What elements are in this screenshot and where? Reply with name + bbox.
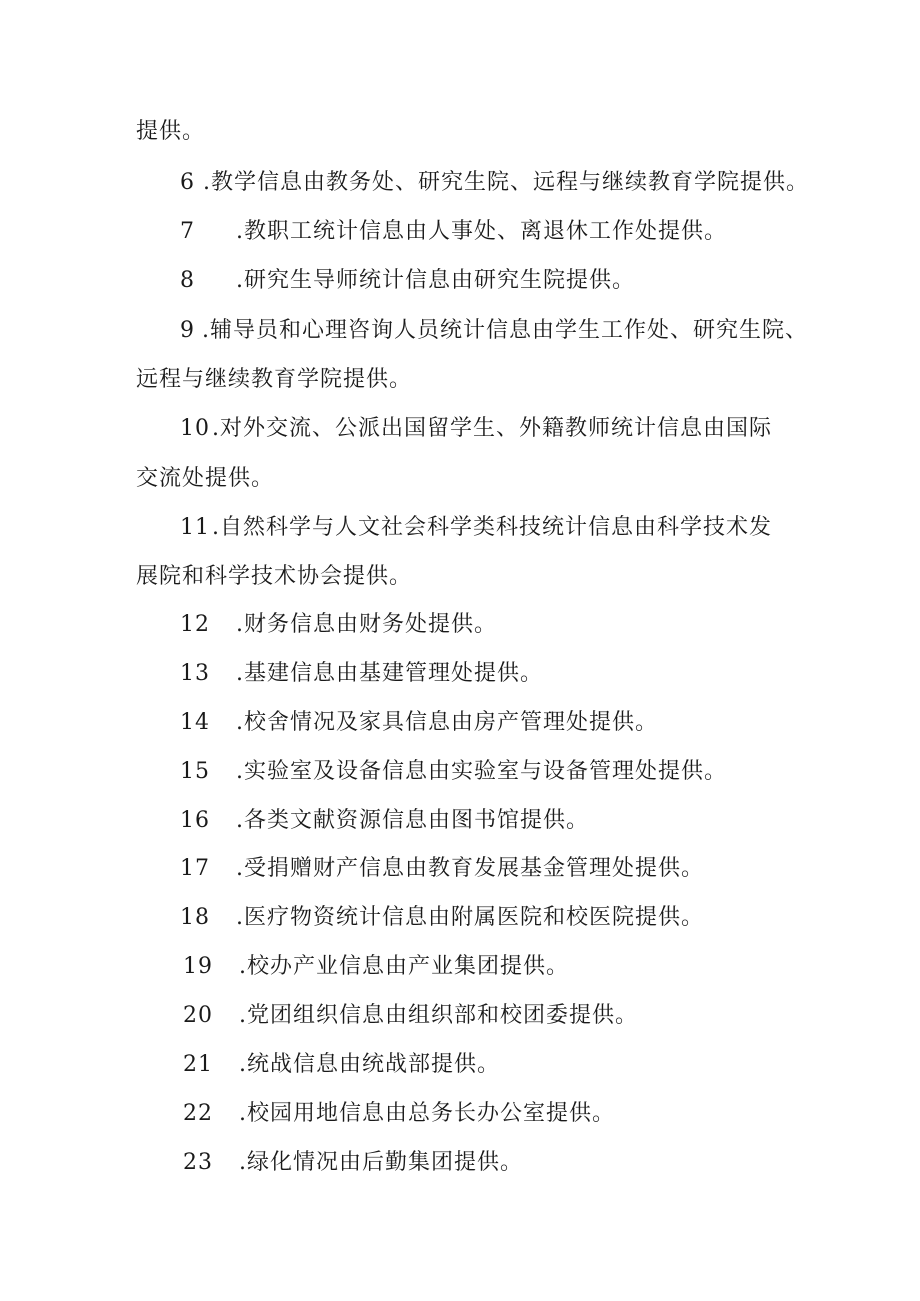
item-text: .实验室及设备信息由实验室与设备管理处提供。 (236, 759, 727, 784)
item-number: 22 (183, 1101, 213, 1126)
continuation-text: 提供。 (136, 119, 206, 144)
item-number: 7 (180, 219, 195, 244)
item-number: 15 (180, 759, 210, 784)
item-number: 8 (180, 268, 195, 293)
item-text-continuation: 展院和科学技术协会提供。 (136, 564, 413, 589)
item-text-continuation: 交流处提供。 (136, 466, 275, 491)
item-text: .财务信息由财务处提供。 (236, 612, 497, 637)
item-number: 20 (183, 1003, 213, 1028)
item-text: .校办产业信息由产业集团提供。 (239, 954, 569, 979)
item-number: 14 (180, 710, 210, 735)
item-text: .受捐赠财产信息由教育发展基金管理处提供。 (236, 856, 704, 881)
item-number: 23 (183, 1150, 213, 1175)
item-number: 16 (180, 808, 210, 833)
item-text: .绿化情况由后勤集团提供。 (239, 1150, 523, 1175)
item-number: 19 (183, 954, 213, 979)
item-number: 12 (180, 612, 210, 637)
item-text-continuation: 远程与继续教育学院提供。 (136, 367, 413, 392)
item-text: .统战信息由统战部提供。 (239, 1052, 500, 1077)
item-text: .基建信息由基建管理处提供。 (236, 661, 543, 686)
item-text: .研究生导师统计信息由研究生院提供。 (236, 268, 635, 293)
item-text: .辅导员和心理咨询人员统计信息由学生工作处、研究生院、 (202, 318, 808, 343)
item-text: .校园用地信息由总务长办公室提供。 (239, 1101, 615, 1126)
item-number: 11 (180, 515, 210, 540)
item-number: 9 (180, 318, 195, 343)
item-number: 13 (180, 661, 210, 686)
item-text: .自然科学与人文社会科学类科技统计信息由科学技术发 (212, 515, 772, 540)
item-text: .各类文献资源信息由图书馆提供。 (236, 808, 589, 833)
item-number: 10 (180, 416, 210, 441)
item-text: .医疗物资统计信息由附属医院和校医院提供。 (236, 905, 704, 930)
item-text: .教职工统计信息由人事处、离退休工作处提供。 (236, 219, 727, 244)
item-text: .校舍情况及家具信息由房产管理处提供。 (236, 710, 658, 735)
item-text: .党团组织信息由组织部和校团委提供。 (239, 1003, 638, 1028)
item-text: .教学信息由教务处、研究生院、远程与继续教育学院提供。 (203, 170, 809, 195)
item-text: .对外交流、公派出国留学生、外籍教师统计信息由国际 (212, 416, 772, 441)
item-number: 17 (180, 856, 210, 881)
item-number: 18 (180, 905, 210, 930)
item-number: 6 (180, 170, 195, 195)
item-number: 21 (183, 1052, 213, 1077)
